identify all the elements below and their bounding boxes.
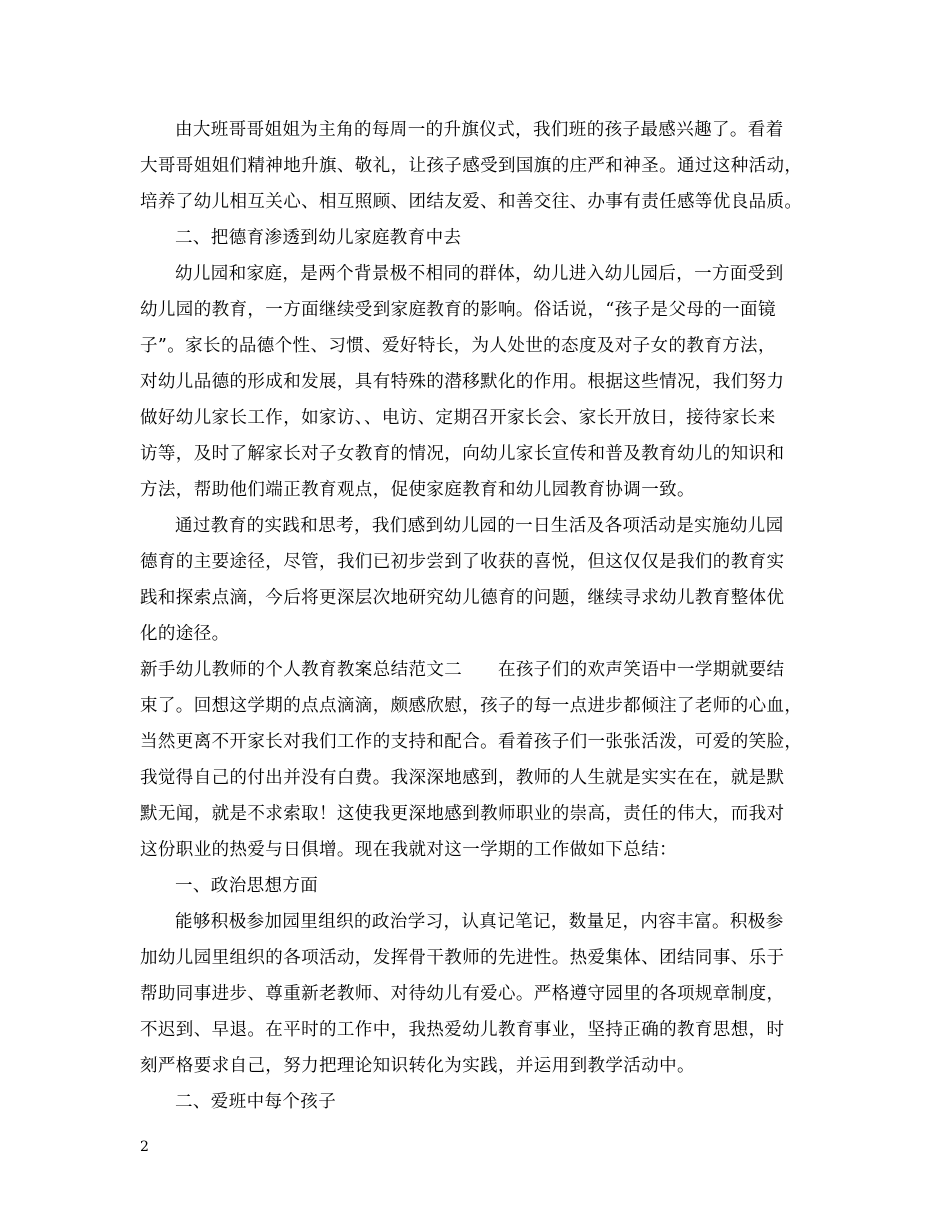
section-heading: 一、政治思想方面 bbox=[175, 876, 319, 896]
text-line: 加幼儿园里组织的各项活动，发挥骨干教师的先进性。热爱集体、团结同事、乐于 bbox=[140, 948, 785, 968]
text-line: 幼儿园的教育，一方面继续受到家庭教育的影响。俗话说，“孩子是父母的一面镜 bbox=[140, 300, 776, 320]
text-line: 通过教育的实践和思考，我们感到幼儿园的一日生活及各项活动是实施幼儿园 bbox=[175, 516, 784, 536]
text-line: 德育的主要途径，尽管，我们已初步尝到了收获的喜悦，但这仅仅是我们的教育实 bbox=[140, 552, 785, 572]
text-line: 幼儿园和家庭，是两个背景极不相同的群体，幼儿进入幼儿园后，一方面受到 bbox=[175, 264, 784, 284]
text-line: 我觉得自己的付出并没有白费。我深深地感到，教师的人生就是实实在在，就是默 bbox=[140, 768, 785, 788]
section-heading: 二、爱班中每个孩子 bbox=[175, 1092, 337, 1112]
text-line: 子”。家长的品德个性、习惯、爱好特长，为人处世的态度及对子女的教育方法， bbox=[140, 336, 776, 356]
text-line: 做好幼儿家长工作，如家访、、电访、定期召开家长会、家长开放日，接待家长来 bbox=[140, 408, 776, 428]
page-number: 2 bbox=[140, 1139, 149, 1155]
text-line: 化的途径。 bbox=[140, 624, 230, 644]
text-line: 对幼儿品德的形成和发展，具有特殊的潜移默化的作用。根据这些情况，我们努力 bbox=[140, 372, 785, 392]
text-line: 当然更离不开家长对我们工作的支持和配合。看着孩子们一张张活泼，可爱的笑脸， bbox=[140, 732, 803, 752]
text-line: 不迟到、早退。在平时的工作中，我热爱幼儿教育事业，坚持正确的教育思想，时 bbox=[140, 1020, 785, 1040]
text-line: 刻严格要求自己，努力把理论知识转化为实践，并运用到教学活动中。 bbox=[140, 1056, 695, 1076]
text-line: 这份职业的热爱与日俱增。现在我就对这一学期的工作做如下总结： bbox=[140, 840, 677, 860]
text-line: 大哥哥姐姐们精神地升旗、敬礼，让孩子感受到国旗的庄严和神圣。通过这种活动， bbox=[140, 156, 803, 176]
text-line: 由大班哥哥姐姐为主角的每周一的升旗仪式，我们班的孩子最感兴趣了。看着 bbox=[175, 120, 784, 140]
article-title-line: 新手幼儿教师的个人教育教案总结范文二 在孩子们的欢声笑语中一学期就要结 bbox=[140, 660, 785, 680]
text-line: 方法，帮助他们端正教育观点，促使家庭教育和幼儿园教育协调一致。 bbox=[140, 480, 695, 500]
text-line: 默无闻，就是不求索取！这使我更深地感到教师职业的崇高，责任的伟大，而我对 bbox=[140, 804, 785, 824]
text-line: 践和探索点滴，今后将更深层次地研究幼儿德育的问题，继续寻求幼儿教育整体优 bbox=[140, 588, 785, 608]
text-line: 束了。回想这学期的点点滴滴，颇感欣慰，孩子的每一点进步都倾注了老师的心血， bbox=[140, 696, 803, 716]
text-line: 访等，及时了解家长对子女教育的情况，向幼儿家长宣传和普及教育幼儿的知识和 bbox=[140, 444, 785, 464]
section-heading: 二、把德育渗透到幼儿家庭教育中去 bbox=[175, 228, 462, 248]
text-line: 帮助同事进步、尊重新老教师、对待幼儿有爱心。严格遵守园里的各项规章制度， bbox=[140, 984, 785, 1004]
text-line: 能够积极参加园里组织的政治学习，认真记笔记，数量足，内容丰富。积极参 bbox=[175, 912, 784, 932]
text-line: 培养了幼儿相互关心、相互照顾、团结友爱、和善交往、办事有责任感等优良品质。 bbox=[140, 192, 803, 212]
